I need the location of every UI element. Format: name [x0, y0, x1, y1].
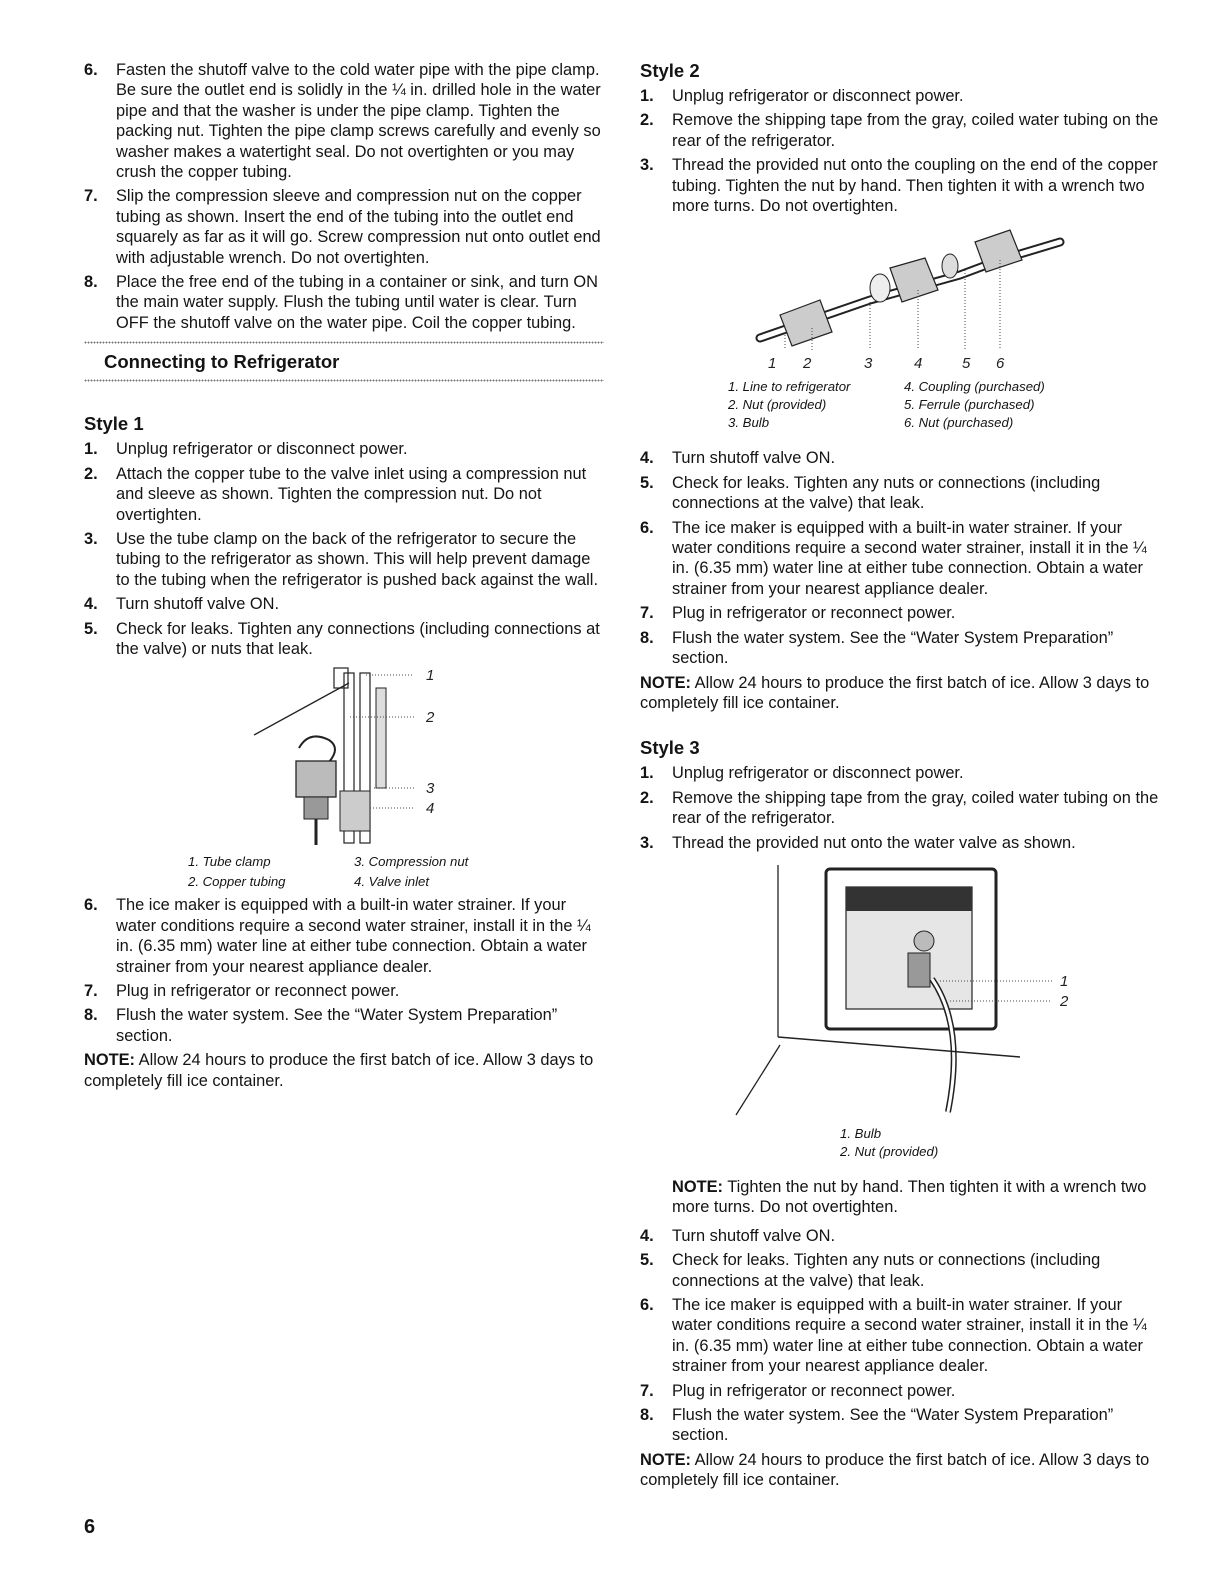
style1-figure [84, 663, 604, 895]
style3-note [640, 1450, 1160, 1491]
step-number: 7. [84, 187, 98, 206]
step-number: 8. [84, 1006, 98, 1025]
callout-1: 1 [1060, 972, 1069, 990]
section-header [84, 341, 604, 383]
caption-compression-nut: 3. Compression nut [354, 854, 469, 870]
list-item [640, 86, 1160, 106]
callout-2: 2 [803, 355, 812, 373]
list-item [84, 619, 604, 660]
step-number: 4. [640, 1226, 654, 1245]
note-text: Allow 24 hours to produce the first batch of ice. Allow 3 days to completely fill ice container. [84, 1051, 594, 1090]
note-label: NOTE: [672, 1177, 723, 1196]
step-number: 7. [640, 1381, 654, 1400]
style2-heading: Style 2 [640, 60, 700, 81]
section-title: Connecting to Refrigerator [104, 351, 340, 373]
step-text: Check for leaks. Tighten any nuts or connections (including connections at the valve) that leak. [672, 1251, 1101, 1290]
list-item [640, 110, 1160, 151]
caption-valve-inlet: 4. Valve inlet [354, 874, 430, 890]
caption-tube-clamp: 1. Tube clamp [188, 854, 271, 870]
step-text: Thread the provided nut onto the coupling on the end of the copper tubing. Tighten the nut by hand. Then tighten it with a wrench two more turns. Do not overtighten. [672, 156, 1158, 216]
note-text: Allow 24 hours to produce the first batch of ice. Allow 3 days to completely fill ice container. [640, 1450, 1150, 1490]
caption-bulb: 3. Bulb [728, 415, 770, 431]
style2-note [640, 673, 1160, 714]
step-number: 2. [84, 464, 98, 483]
caption-ferrule: 5. Ferrule (purchased) [904, 397, 1035, 413]
style1-note [84, 1050, 604, 1091]
list-item [640, 628, 1160, 669]
step-number: 3. [84, 529, 98, 548]
list-item [84, 895, 604, 977]
step-text: Turn shutoff valve ON. [672, 1226, 836, 1245]
step-number: 1. [640, 87, 654, 105]
step-number: 2. [640, 788, 654, 807]
note-text: Allow 24 hours to produce the first batch of ice. Allow 3 days to completely fill ice container. [640, 673, 1150, 712]
style3-steps [640, 763, 1160, 853]
step-text: The ice maker is equipped with a built-in water strainer. If your water conditions require a second water strainer, install it in the ¼ in. (6.35 mm) water line at either tube connection. Obtain a water strainer from your nearest appliance dealer. [672, 1295, 1147, 1376]
step-text: The ice maker is equipped with a built-in water strainer. If your water conditions require a second water strainer, install it in the ¼ in. (6.35 mm) water line at either tube connection. Obtain a water strainer from your nearest appliance dealer. [672, 518, 1147, 598]
step-number: 6. [640, 518, 654, 537]
list-item [84, 60, 604, 182]
list-item [640, 1226, 1160, 1246]
step-text: Flush the water system. See the “Water System Preparation” section. [116, 1006, 558, 1045]
style2-figure [640, 220, 1160, 448]
step-number: 1. [640, 764, 654, 783]
step-number: 3. [640, 156, 654, 175]
step-text: Remove the shipping tape from the gray, coiled water tubing on the rear of the refrigerator. [672, 111, 1159, 150]
step-list-top [84, 60, 604, 333]
step-text: The ice maker is equipped with a built-in water strainer. If your water conditions require a second water strainer, install it in the ¼ in. (6.35 mm) water line at either tube connection. Obtain a water strainer from your nearest appliance dealer. [116, 896, 591, 976]
step-text: Plug in refrigerator or reconnect power. [116, 981, 400, 1000]
step-text: Unplug refrigerator or disconnect power. [672, 764, 964, 783]
step-number: 5. [640, 1251, 654, 1270]
caption-nut-provided: 2. Nut (provided) [840, 1143, 939, 1159]
caption-coupling: 4. Coupling (purchased) [904, 379, 1045, 395]
callout-2: 2 [426, 709, 435, 727]
callout-6: 6 [996, 355, 1005, 373]
step-text: Plug in refrigerator or reconnect power. [672, 604, 956, 623]
list-item [640, 155, 1160, 216]
list-item [640, 833, 1160, 853]
dotted-rule-bottom [84, 379, 604, 382]
list-item [640, 763, 1160, 783]
list-item [84, 981, 604, 1001]
callout-1: 1 [768, 355, 777, 373]
step-text: Flush the water system. See the “Water System Preparation” section. [672, 1406, 1114, 1445]
step-text: Turn shutoff valve ON. [116, 595, 280, 614]
step-number: 5. [640, 473, 654, 492]
caption-nut-purchased: 6. Nut (purchased) [904, 415, 1014, 431]
step-text: Check for leaks. Tighten any nuts or connections (including connections at the valve) that leak. [672, 473, 1101, 513]
note-text: Tighten the nut by hand. Then tighten it with a wrench two more turns. Do not overtighten. [672, 1177, 1147, 1217]
style1-steps [84, 439, 604, 659]
caption-copper-tubing: 2. Copper tubing [188, 874, 286, 890]
callout-2: 2 [1060, 992, 1069, 1010]
list-item [640, 1295, 1160, 1377]
step-text: Unplug refrigerator or disconnect power. [116, 440, 408, 459]
step-text: Check for leaks. Tighten any connections (including connections at the valve) or nuts that leak. [116, 619, 600, 658]
style2-steps-after [640, 448, 1160, 668]
step-text: Slip the compression sleeve and compression nut on the copper tubing as shown. Insert the end of the tubing into the outlet end squarely as far as it will go. Screw compression nut onto outlet end with adjustable wrench. Do not overtighten. [116, 187, 601, 267]
list-item [640, 518, 1160, 600]
note-label: NOTE: [640, 673, 691, 692]
step-text: Flush the water system. See the “Water System Preparation” section. [672, 628, 1114, 668]
dotted-rule-top [84, 341, 604, 344]
step-number: 6. [84, 61, 98, 79]
list-item [84, 464, 604, 525]
step-number: 7. [84, 981, 98, 1000]
list-item [84, 186, 604, 268]
list-item [84, 1005, 604, 1046]
caption-line-to-refrigerator: 1. Line to refrigerator [728, 379, 851, 395]
step-text: Attach the copper tube to the valve inlet using a compression nut and sleeve as shown. Tighten the compression nut. Do not overtighten. [116, 464, 587, 524]
style3-heading: Style 3 [640, 737, 700, 759]
step-number: 8. [640, 1406, 654, 1424]
page-number: 6 [84, 1516, 96, 1538]
step-text: Place the free end of the tubing in a container or sink, and turn ON the main water supply. Flush the tubing until water is clear. Turn OFF the shutoff valve on the water pipe. Coil the copper tubing. [116, 273, 598, 332]
step-text: Plug in refrigerator or reconnect power. [672, 1381, 956, 1400]
step-number: 8. [640, 628, 654, 647]
list-item [640, 603, 1160, 623]
style3-steps-after [640, 1226, 1160, 1446]
step-number: 8. [84, 273, 98, 292]
style3-figure [640, 857, 1160, 1167]
step-number: 4. [640, 449, 654, 468]
step-text: Remove the shipping tape from the gray, coiled water tubing on the rear of the refrigerator. [672, 788, 1159, 828]
list-item [640, 1381, 1160, 1401]
water-valve-illustration [640, 857, 1160, 1127]
callout-5: 5 [962, 355, 971, 373]
step-number: 2. [640, 111, 654, 130]
list-item [84, 439, 604, 459]
step-number: 6. [640, 1295, 654, 1314]
callout-3: 3 [426, 780, 435, 798]
coupling-illustration [640, 220, 1160, 380]
list-item [640, 788, 1160, 829]
note-label: NOTE: [640, 1450, 691, 1469]
list-item [640, 473, 1160, 514]
step-text: Use the tube clamp on the back of the refrigerator to secure the tubing to the refrigerator as shown. This will help prevent damage to the tubing when the refrigerator is pushed back against the wall. [116, 529, 598, 589]
step-number: 5. [84, 619, 98, 638]
style1-heading: Style 1 [84, 413, 144, 435]
list-item [640, 448, 1160, 468]
callout-1: 1 [426, 667, 435, 685]
step-number: 3. [640, 833, 654, 852]
right-column [640, 60, 1160, 1491]
step-text: Fasten the shutoff valve to the cold water pipe with the pipe clamp. Be sure the outlet end is solidly in the ¼ in. drilled hole in the water pipe and that the washer is under the pipe clamp. Tighten the packing nut. Tighten the pipe clamp screws carefully and evenly so washer makes a watertight seal. Do not overtighten or you may crush the copper tubing. [116, 61, 601, 182]
note-label: NOTE: [84, 1051, 135, 1070]
step-number: 1. [84, 440, 98, 459]
step-text: Thread the provided nut onto the water valve as shown. [672, 833, 1076, 852]
step-number: 6. [84, 896, 98, 915]
list-item [84, 272, 604, 333]
style3-inset-note [640, 1177, 1160, 1218]
caption-nut-provided: 2. Nut (provided) [728, 397, 827, 413]
step-text: Turn shutoff valve ON. [672, 449, 836, 468]
left-column [84, 60, 604, 1091]
callout-4: 4 [914, 355, 923, 373]
step-number: 4. [84, 595, 98, 614]
style1-steps-after [84, 895, 604, 1046]
callout-4: 4 [426, 800, 435, 818]
valve-illustration [84, 663, 604, 848]
list-item [84, 594, 604, 614]
step-text: Unplug refrigerator or disconnect power. [672, 87, 964, 105]
step-number: 7. [640, 604, 654, 623]
style2-steps [640, 86, 1160, 216]
list-item [640, 1250, 1160, 1291]
callout-3: 3 [864, 355, 873, 373]
list-item [640, 1405, 1160, 1446]
list-item [84, 529, 604, 590]
caption-bulb: 1. Bulb [840, 1125, 882, 1141]
